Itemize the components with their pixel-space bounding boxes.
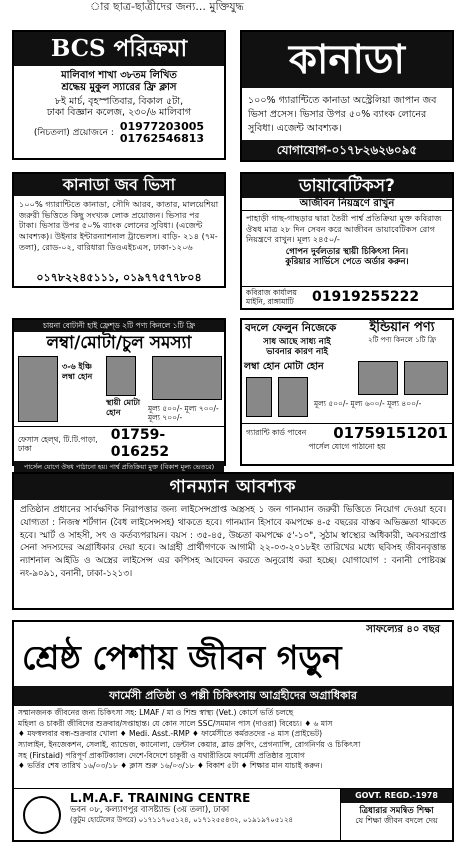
- height-prices: মূল্য ৫০০/- মূল্য ৭০০/- মূল্য ৭০০/-: [148, 404, 219, 422]
- diabetes-footer-label: কবিরাজ কার্যালয় মাইনি, রাঙ্গামাটি: [246, 288, 297, 306]
- indian-left-sub2: ভাবনার কারণ নাই: [266, 346, 328, 357]
- diabetes-title: ডায়াবেটিকস?: [242, 174, 452, 198]
- hair-photo: [152, 356, 222, 400]
- indian-right-sub: ২টি পণ্য কিনলে ১টি ফ্রি: [367, 335, 437, 344]
- man-photo: [18, 356, 58, 422]
- training-centre-addr: ভবন ০৮, কল্যাণপুর বাসষ্ট্যান্ড (৩য় তলা), ঢাকা: [70, 805, 230, 816]
- height-title: লম্বা/মোটা/চুল সমস্যা: [46, 333, 192, 353]
- height-tag1: ৩-৬ ইঞ্চি লম্বা হোন: [62, 362, 93, 381]
- indian-footer2: পার্সেল যোগে পাঠানো হয়: [308, 441, 386, 451]
- indian-right-title: ইন্ডিয়ান পণ্য: [369, 320, 435, 335]
- training-body5: সহ (Firstaid) পরিপূর্ণ প্রাকটিক্যাল। দেশে-বিদেশে চাকুরী ও যথারীতিমে ফার্মেসী প্রতিষ্ঠার সুযোগ: [18, 750, 306, 760]
- indian-prices: মূল্য ৫০০/- মূল্য ৬০০/- মূল্য ৪০০/-: [314, 398, 422, 408]
- bcs-line2: শ্রদ্ধেয় মুকুল স্যারের ফ্রি ক্লাস: [61, 82, 177, 93]
- training-body6: ♦ ভর্তির শেষ তারিখ ১৬/০৩/১৮ ♦ ক্লাস শুরু ১৬/০৩/১৮ ♦ বিকাশ ৫টা ♦ শিক্ষার মান যাচাই করুন।: [18, 761, 323, 771]
- canada-job-title: কানাডা জব ভিসা: [14, 174, 224, 196]
- training-subbar: ফার্মেসী প্রতিষ্ঠা ও পল্লী চিকিৎসায় আগ্রহীদের অগ্রাধিকার: [14, 686, 452, 706]
- gunman-ad: [12, 472, 454, 610]
- bcs-line1: মালিবাগ শাখা ৩৮তম লিখিত: [61, 70, 177, 81]
- diabetes-line3: কুরিয়ার সার্ভিসে পেতে অর্ডার করুন।: [285, 257, 409, 268]
- diabetes-line2: গোপন দুর্বলতার স্থায়ী চিকিৎসা নিন।: [285, 246, 409, 257]
- bcs-line3: ৮ই মার্চ, বৃহস্পতিবার, বিকাল ৫টা,: [54, 96, 184, 107]
- training-tag-right2: যে শিক্ষা জীবন বদলে দেয়: [355, 816, 438, 826]
- indian-ad: [240, 318, 454, 466]
- gunman-title: গানম্যান আবশ্যক: [14, 474, 452, 500]
- height-footer2: পার্সেল যোগে ঔষধ পাঠানো হয়। পার্শ্ব প্রতিক্রিয়া মুক্ত (বিকাশ মূল্য ভেতরে): [14, 461, 224, 473]
- height-phone: 01759-016252: [110, 427, 170, 460]
- training-ad: [12, 620, 454, 842]
- bcs-title: BCS পরিক্রমা: [14, 32, 224, 66]
- canada-ad: [240, 30, 454, 162]
- bcs-phone1: 01977203005: [119, 119, 205, 133]
- bcs-phone-label: (নিচতলা) প্রয়োজনে :: [33, 128, 114, 139]
- training-body1: সম্মানজনক জীবনের জন্য চিকিৎসা সহ: LMAF / মা ও শিশু স্বাস্থ্য (Vet.) কোর্সে ভর্তি চলছে: [18, 708, 294, 717]
- training-govt: GOVT. REGD.-1978: [341, 789, 452, 803]
- gunman-body: প্রতিষ্ঠান প্রধানের সার্বক্ষণিক নিরাপত্তার জন্য লাইসেন্সপ্রাপ্ত অস্ত্রসহ ১ জন গানম্যান জরুরী ভিত্তিতে নিয়োগ দেওয়া হবে। যোগ্যতা : নিজস্ব শর্টগান (বৈধ লাইসেন্সসহ) থাকতে হবে। গানম্যান হিসাবে কমপক্ষে ৪-৫ বছরের বাস্তব অভিজ্ঞতা থাকতে হবে। স্মার্ট ও সাহসী, সৎ ও কর্তব্যপরায়ন। বয়স : ৩৫-৪৫, উচ্চতা কমপক্ষে ৫'-১০", সুঠাম স্বাস্থ্যের অধিকারী, অবসরপ্রাপ্ত সেনা সদস্যদের অগ্রাধিকার দেয়া হবে। আগ্রহী প্রার্থীগণকে আগামী ২২-০৩-২০১৮ইং তারিখের মধ্যে ছবিসহ জীবনবৃত্তান্ত ন্যাশনাল আইডি ও অস্ত্রের লাইসেন্স এর কপিসহ আবেদন করতে অনুরোধ করা হচ্ছে। যোগাযোগ : বনানী পোষ্টবক্স নং-৯০৯১, বনানী, ঢাকা-১২১৩।: [20, 505, 446, 579]
- diabetes-body: পাহাড়ী গাছ-গাছড়ার দ্বারা তৈরী পার্শ্ব প্রতিক্রিয়া মুক্ত কবিরাজ ঔষধ মাত্র ২৮ দিন সেবন করে আজীবন ডায়াবেটিকস রোগ নিয়ন্ত্রণে রাখুন। মূল্য ২৪৫০/-: [246, 213, 442, 245]
- canada-job-phones: ০১৭৮২২৪৫১১১, ০১৯৭৭৫৭৭৮০৪: [36, 270, 202, 284]
- indian-product-4: [404, 361, 448, 395]
- height-top: চায়না বোটানী হাই ফ্রেশ্ড ২টি পণ্য কিনলে ১টি ফ্রি: [14, 320, 224, 332]
- training-centre-phones: (কুটুম হোটেলের উপরে) ০১৭১১৭০৫১২৪, ০১৭১২৫৫৪৩২, ০১৯১৯৭০৫১২৪: [70, 815, 294, 824]
- canada-body: ১০০% গ্যারান্টিতে কানাডা অস্ট্রেলিয়া জাপান জব ভিসা প্রসেস। ভিসার উপর ৫০% ব্যাংক লোনের সুবিধা। এজেন্ট আবশ্যক।: [248, 95, 437, 134]
- bcs-phone2: 01762546813: [119, 132, 205, 146]
- height-footer-label: ফেসাস হেল্থ, টি.টি.পাড়া, ঢাকা: [18, 434, 98, 453]
- bcs-line4: ঢাকা বিজ্ঞান কলেজ, ২৩০/৬ মালিবাগ: [46, 107, 192, 119]
- height-tag2: স্থায়ী মোটা হোন: [106, 398, 141, 417]
- product-photo: [106, 356, 136, 396]
- diabetes-subtitle: আজীবন নিয়ন্ত্রণে রাখুন: [242, 198, 452, 211]
- indian-product-2: [278, 377, 308, 417]
- indian-tag: লম্বা হোন মোটা হোন: [244, 360, 324, 372]
- indian-left-sub1: সাধ আছে সাধ্য নাই: [263, 336, 331, 347]
- training-centre-name: L.M.A.F. TRAINING CENTRE: [70, 791, 251, 805]
- indian-footer-label: গ্যারান্টি কার্ড পাবেন: [246, 428, 307, 438]
- training-small: সাফল্যের ৪০ বছর: [366, 624, 440, 635]
- training-tag-right: ত্রিধারার সমন্বিত শিক্ষা: [359, 806, 434, 816]
- indian-left-title: বদলে ফেলুন নিজেকে: [245, 322, 337, 334]
- top-strip-text: ার ছাত্র-ছাত্রীদের জন্য... মুক্তিযুদ্ধ: [90, 0, 244, 13]
- training-body3: ♦ মফস্বলবার বন্ধ-শুক্রবার খোলা ♦ Medi. Asst.-RMP ♦ ফার্মেসীতে কর্মরতদের -৪ মাস (প্রাইভেট): [18, 729, 323, 739]
- indian-phone: 01759151201: [333, 423, 448, 442]
- canada-contact: যোগাযোগ-০১৭৮২৬২৬০৯৫: [242, 140, 452, 160]
- indian-product-1: [246, 377, 272, 417]
- indian-product-3: [358, 361, 398, 395]
- canada-title: কানাডা: [242, 32, 452, 88]
- training-body4: স্যালাইন, ইনজেকশন, সেলাই, ব্যান্ডেজ, ক্যানোলা, ডেন্টাল কেয়ার, ব্লাড গ্রুপিং, প্রেগন্যান্সি, রোগনির্ণয় ও চিকিৎসা: [18, 739, 361, 749]
- diabetes-ad: [240, 172, 454, 310]
- diabetes-phone: 01919255222: [312, 289, 420, 306]
- canada-job-body: ১০০% গ্যারান্টিতে কানাডা, সৌদি আরব, কাতার, মালয়েশিয়া জরুরী ভিত্তিতে কিছু সংখ্যক লোক প্রয়োজন। ভিসার পর টাকা। ভিসার উপর ৫০% ব্যাংক লোনের সুবিধা। (এজেন্ট আবশ্যক)। উইনার ইন্টারন্যাশনাল ট্রাভেলস। বাড়ি- ২১৪ (৭ম-তলা), রোড-০২, বারিধারা ডিওএইচএস, ঢাকা-১২০৬: [19, 199, 219, 252]
- training-body2: মহিলা ও চাকরী জীবিদের শুক্রবার/সপ্তাহান্ত। যে কোন সালে SSC/সমমান পাস (দাওরা) বিবেচ্য। ♦ ৬ মাস: [18, 718, 333, 728]
- canada-job-ad: [12, 172, 226, 288]
- top-strip: [0, 0, 474, 20]
- bcs-ad: [12, 30, 226, 160]
- height-ad: [12, 318, 226, 471]
- training-headline: শ্রেষ্ঠ পেশায় জীবন গড়ুন: [22, 638, 342, 677]
- training-logo: [23, 796, 61, 834]
